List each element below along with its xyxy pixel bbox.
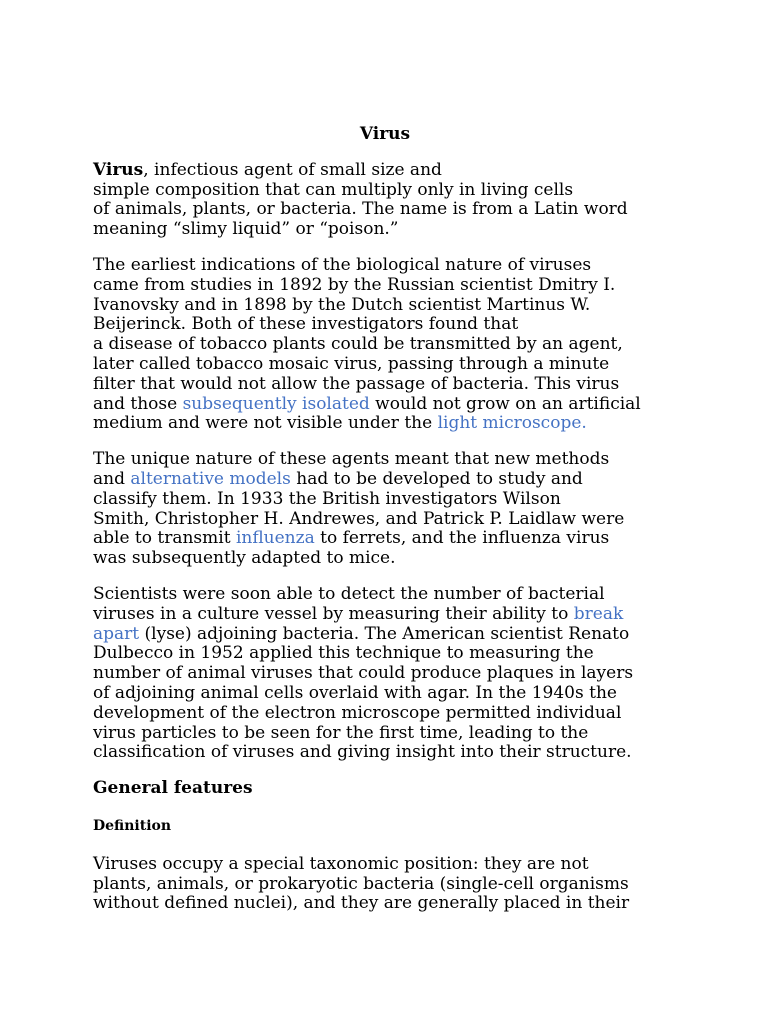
text-line: a disease of tobacco plants could be transmitted by an agent,: [93, 334, 623, 355]
text-line: classify them. In 1933 the British investigators Wilson: [93, 488, 561, 509]
text-line: The earliest indications of the biological nature of viruses: [93, 254, 592, 275]
text-line: Ivanovsky and in 1898 by the Dutch scientist Martinus W.: [93, 294, 591, 315]
text-line: number of animal viruses that could produce plaques in layers: [93, 663, 634, 684]
text-line: without defined nuclei), and they are generally placed in their: [93, 893, 630, 914]
text-line: of adjoining animal cells overlaid with agar. In the 1940s the: [93, 682, 617, 703]
link-subsequently-isolated[interactable]: subsequently isolated: [182, 393, 370, 414]
text-span: had to be developed to study and: [290, 468, 583, 489]
link-break-apart[interactable]: break: [573, 603, 624, 624]
text-line: later called tobacco mosaic virus, passing through a minute: [93, 353, 610, 374]
text-line: virus particles to be seen for the first time, leading to the: [93, 722, 589, 743]
link-alternative-models[interactable]: alternative models: [130, 468, 291, 489]
text-line: of animals, plants, or bacteria. The name is from a Latin word: [93, 199, 628, 220]
text-line: [93, 161, 693, 181]
text-line: Scientists were soon able to detect the number of bacterial: [93, 583, 605, 604]
text-span: , infectious agent of small size and: [143, 159, 442, 180]
text-line: [93, 470, 693, 490]
link-influenza[interactable]: influenza: [235, 528, 315, 549]
text-span: and those: [93, 393, 183, 414]
text-line: Viruses occupy a special taxonomic position: they are not: [93, 853, 589, 874]
text-line: [93, 395, 693, 415]
document-title: Virus: [359, 124, 411, 144]
text-span: to ferrets, and the influenza virus: [314, 528, 610, 549]
text-line: filter that would not allow the passage of bacteria. This virus: [93, 373, 620, 394]
text-span: (lyse) adjoining bacteria. The American scientist Renato: [139, 623, 630, 644]
text-line: came from studies in 1892 by the Russian scientist Dmitry I.: [93, 274, 616, 295]
paragraph-definition: [93, 855, 693, 914]
text-line: The unique nature of these agents meant that new methods: [93, 449, 610, 470]
paragraph-detection: [93, 585, 693, 763]
text-span: and: [93, 468, 131, 489]
text-line: meaning “slimy liquid” or “poison.”: [93, 219, 399, 240]
term-bold: Virus: [93, 159, 144, 180]
document-page: [93, 118, 693, 930]
text-line: [93, 529, 693, 549]
text-line: [93, 414, 693, 434]
text-line: Beijerinck. Both of these investigators found that: [93, 314, 519, 335]
link-light-microscope[interactable]: light microscope.: [437, 413, 587, 434]
paragraph-intro: [93, 161, 693, 240]
text-line: was subsequently adapted to mice.: [93, 548, 396, 569]
text-line: simple composition that can multiply only in living cells: [93, 179, 574, 200]
text-line: [93, 625, 693, 645]
text-span: able to transmit: [93, 528, 236, 549]
link-break-apart-continued[interactable]: apart: [93, 623, 140, 644]
text-span: would not grow on an artificial: [369, 393, 641, 414]
paragraph-history: [93, 256, 693, 434]
text-span: medium and were not visible under the: [93, 413, 438, 434]
text-line: development of the electron microscope permitted individual: [93, 702, 622, 723]
paragraph-methods: [93, 450, 693, 569]
text-line: plants, animals, or prokaryotic bacteria (single-cell organisms: [93, 873, 629, 894]
heading-definition: Definition: [93, 817, 172, 834]
text-line: Dulbecco in 1952 applied this technique to measuring the: [93, 643, 594, 664]
text-span: viruses in a culture vessel by measuring their ability to: [93, 603, 574, 624]
text-line: [93, 605, 693, 625]
heading-general-features: General features: [93, 778, 253, 799]
text-line: Smith, Christopher H. Andrewes, and Patrick P. Laidlaw were: [93, 508, 625, 529]
text-line: classification of viruses and giving insight into their structure.: [93, 742, 632, 763]
